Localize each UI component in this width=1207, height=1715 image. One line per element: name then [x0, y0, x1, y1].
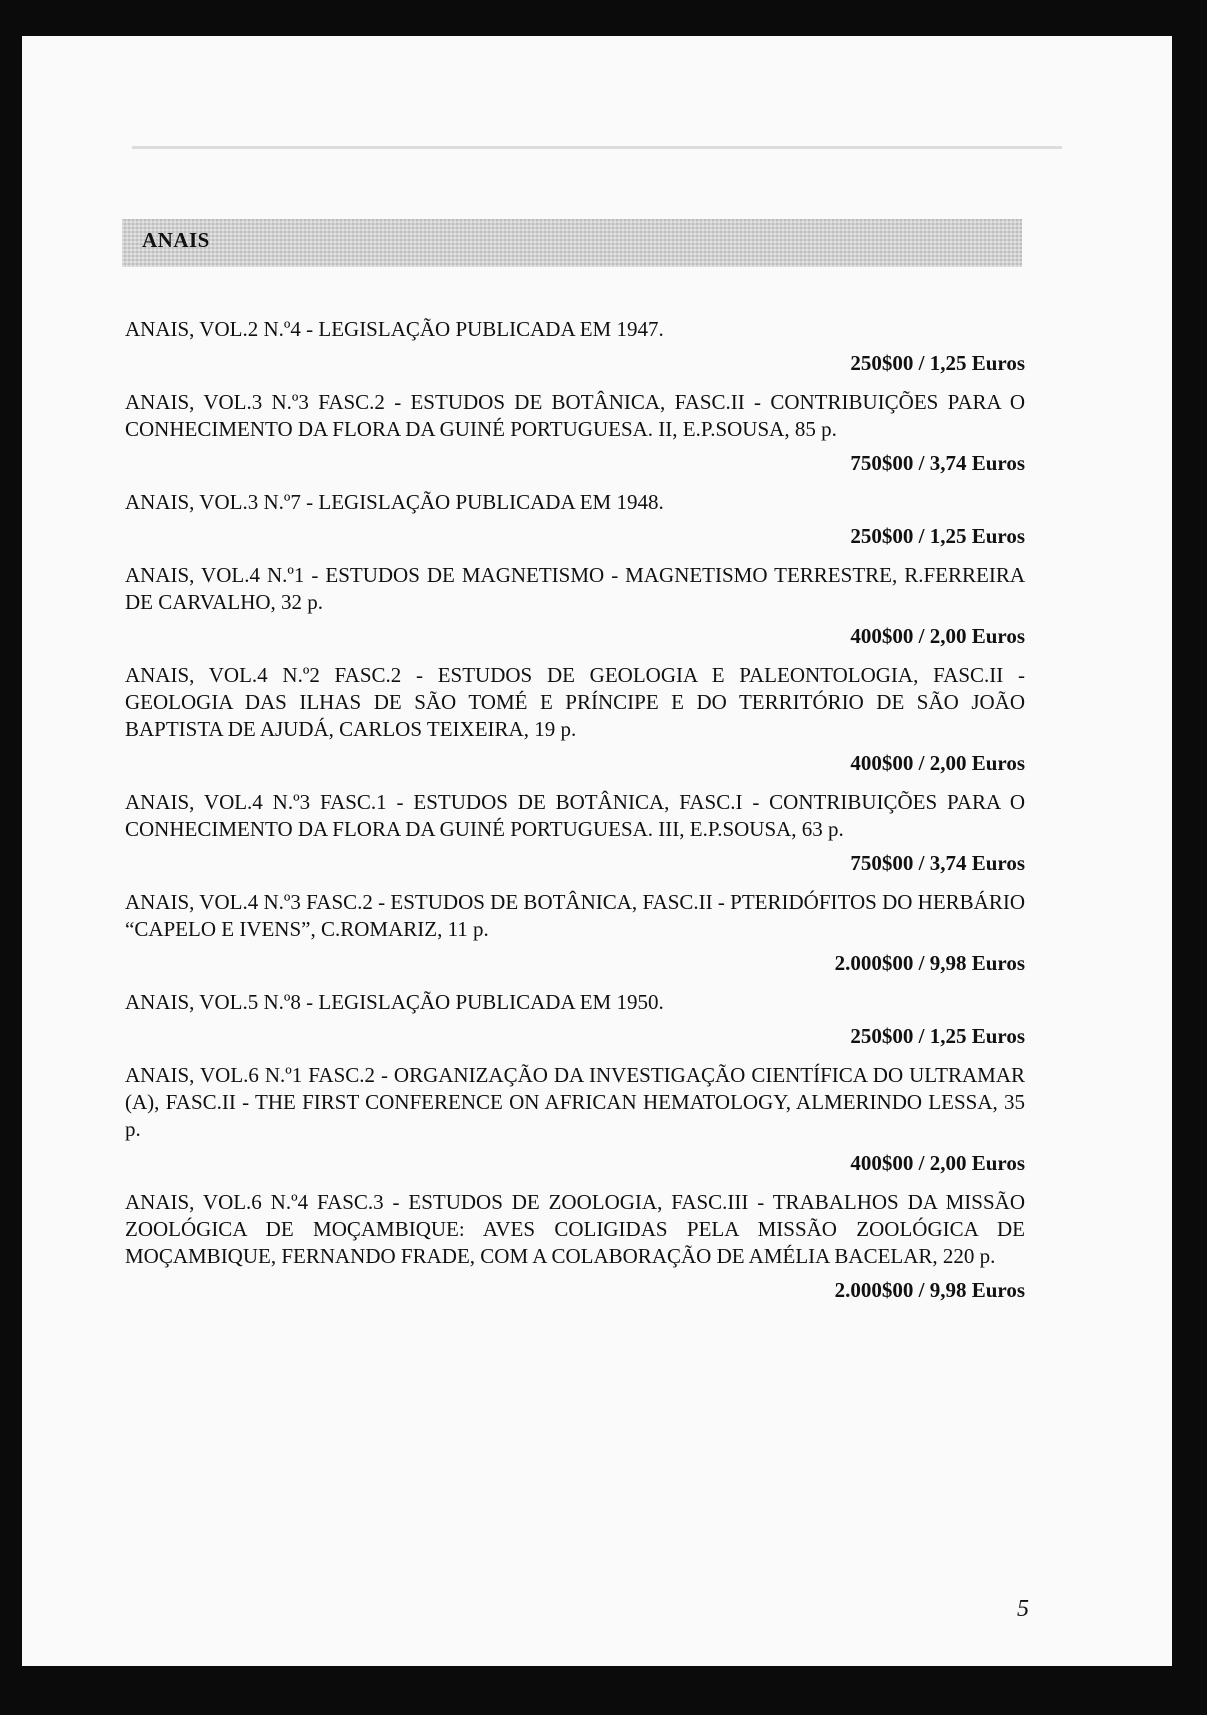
entry-price: 400$00 / 2,00 Euros	[850, 624, 1025, 648]
entry-description: ANAIS, VOL.4 N.º1 - ESTUDOS DE MAGNETISMO - MAGNETISMO TERRESTRE, R.FERREIRA DE CARVALHO, 32 p.	[125, 563, 1025, 614]
catalog-entry	[125, 316, 1025, 377]
entry-description: ANAIS, VOL.5 N.º8 - LEGISLAÇÃO PUBLICADA EM 1950.	[125, 990, 664, 1014]
entry-description: ANAIS, VOL.4 N.º2 FASC.2 - ESTUDOS DE GEOLOGIA E PALEONTOLOGIA, FASC.II - GEOLOGIA DAS ILHAS DE SÃO TOMÉ E PRÍNCIPE E DO TERRITÓRIO DE SÃO JOÃO BAPTISTA DE AJUDÁ, CARLOS TEIXEIRA, 19 p.	[125, 663, 1025, 741]
entry-description: ANAIS, VOL.3 N.º3 FASC.2 - ESTUDOS DE BOTÂNICA, FASC.II - CONTRIBUIÇÕES PARA O CONHECIMENTO DA FLORA DA GUINÉ PORTUGUESA. II, E.P.SOUSA, 85 p.	[125, 390, 1025, 441]
catalog-entry	[125, 789, 1025, 877]
entry-price: 2.000$00 / 9,98 Euros	[834, 951, 1025, 975]
entry-price: 250$00 / 1,25 Euros	[850, 1024, 1025, 1048]
entry-price: 2.000$00 / 9,98 Euros	[834, 1278, 1025, 1302]
catalog-page	[22, 36, 1172, 1666]
catalog-entry	[125, 389, 1025, 477]
catalog-entry	[125, 1062, 1025, 1177]
entry-description: ANAIS, VOL.4 N.º3 FASC.2 - ESTUDOS DE BOTÂNICA, FASC.II - PTERIDÓFITOS DO HERBÁRIO “CAPELO E IVENS”, C.ROMARIZ, 11 p.	[125, 890, 1025, 941]
header-rule	[132, 146, 1062, 149]
entry-description: ANAIS, VOL.6 N.º4 FASC.3 - ESTUDOS DE ZOOLOGIA, FASC.III - TRABALHOS DA MISSÃO ZOOLÓGICA DE MOÇAMBIQUE: AVES COLIGIDAS PELA MISSÃO ZOOLÓGICA DE MOÇAMBIQUE, FERNANDO FRADE, COM A COLABORAÇÃO DE AMÉLIA BACELAR, 220 p.	[125, 1190, 1025, 1268]
entry-description: ANAIS, VOL.2 N.º4 - LEGISLAÇÃO PUBLICADA EM 1947.	[125, 317, 664, 341]
catalog-entry	[125, 562, 1025, 650]
catalog-entry	[125, 662, 1025, 777]
section-title: ANAIS	[142, 228, 210, 252]
page-number: 5	[1017, 1596, 1029, 1622]
entry-description: ANAIS, VOL.3 N.º7 - LEGISLAÇÃO PUBLICADA EM 1948.	[125, 490, 664, 514]
catalog-entry	[125, 989, 1025, 1050]
section-banner	[122, 219, 1022, 267]
catalog-entry	[125, 889, 1025, 977]
entry-price: 400$00 / 2,00 Euros	[850, 751, 1025, 775]
entry-price: 750$00 / 3,74 Euros	[850, 451, 1025, 475]
catalog-entry	[125, 489, 1025, 550]
entry-description: ANAIS, VOL.6 N.º1 FASC.2 - ORGANIZAÇÃO DA INVESTIGAÇÃO CIENTÍFICA DO ULTRAMAR (A), FASC.II - THE FIRST CONFERENCE ON AFRICAN HEMATOLOGY, ALMERINDO LESSA, 35 p.	[125, 1063, 1025, 1141]
entry-price: 250$00 / 1,25 Euros	[850, 524, 1025, 548]
entry-price: 250$00 / 1,25 Euros	[850, 351, 1025, 375]
catalog-entry	[125, 1189, 1025, 1304]
catalog-entry-list	[125, 316, 1025, 1316]
entry-price: 750$00 / 3,74 Euros	[850, 851, 1025, 875]
entry-price: 400$00 / 2,00 Euros	[850, 1151, 1025, 1175]
entry-description: ANAIS, VOL.4 N.º3 FASC.1 - ESTUDOS DE BOTÂNICA, FASC.I - CONTRIBUIÇÕES PARA O CONHECIMENTO DA FLORA DA GUINÉ PORTUGUESA. III, E.P.SOUSA, 63 p.	[125, 790, 1025, 841]
